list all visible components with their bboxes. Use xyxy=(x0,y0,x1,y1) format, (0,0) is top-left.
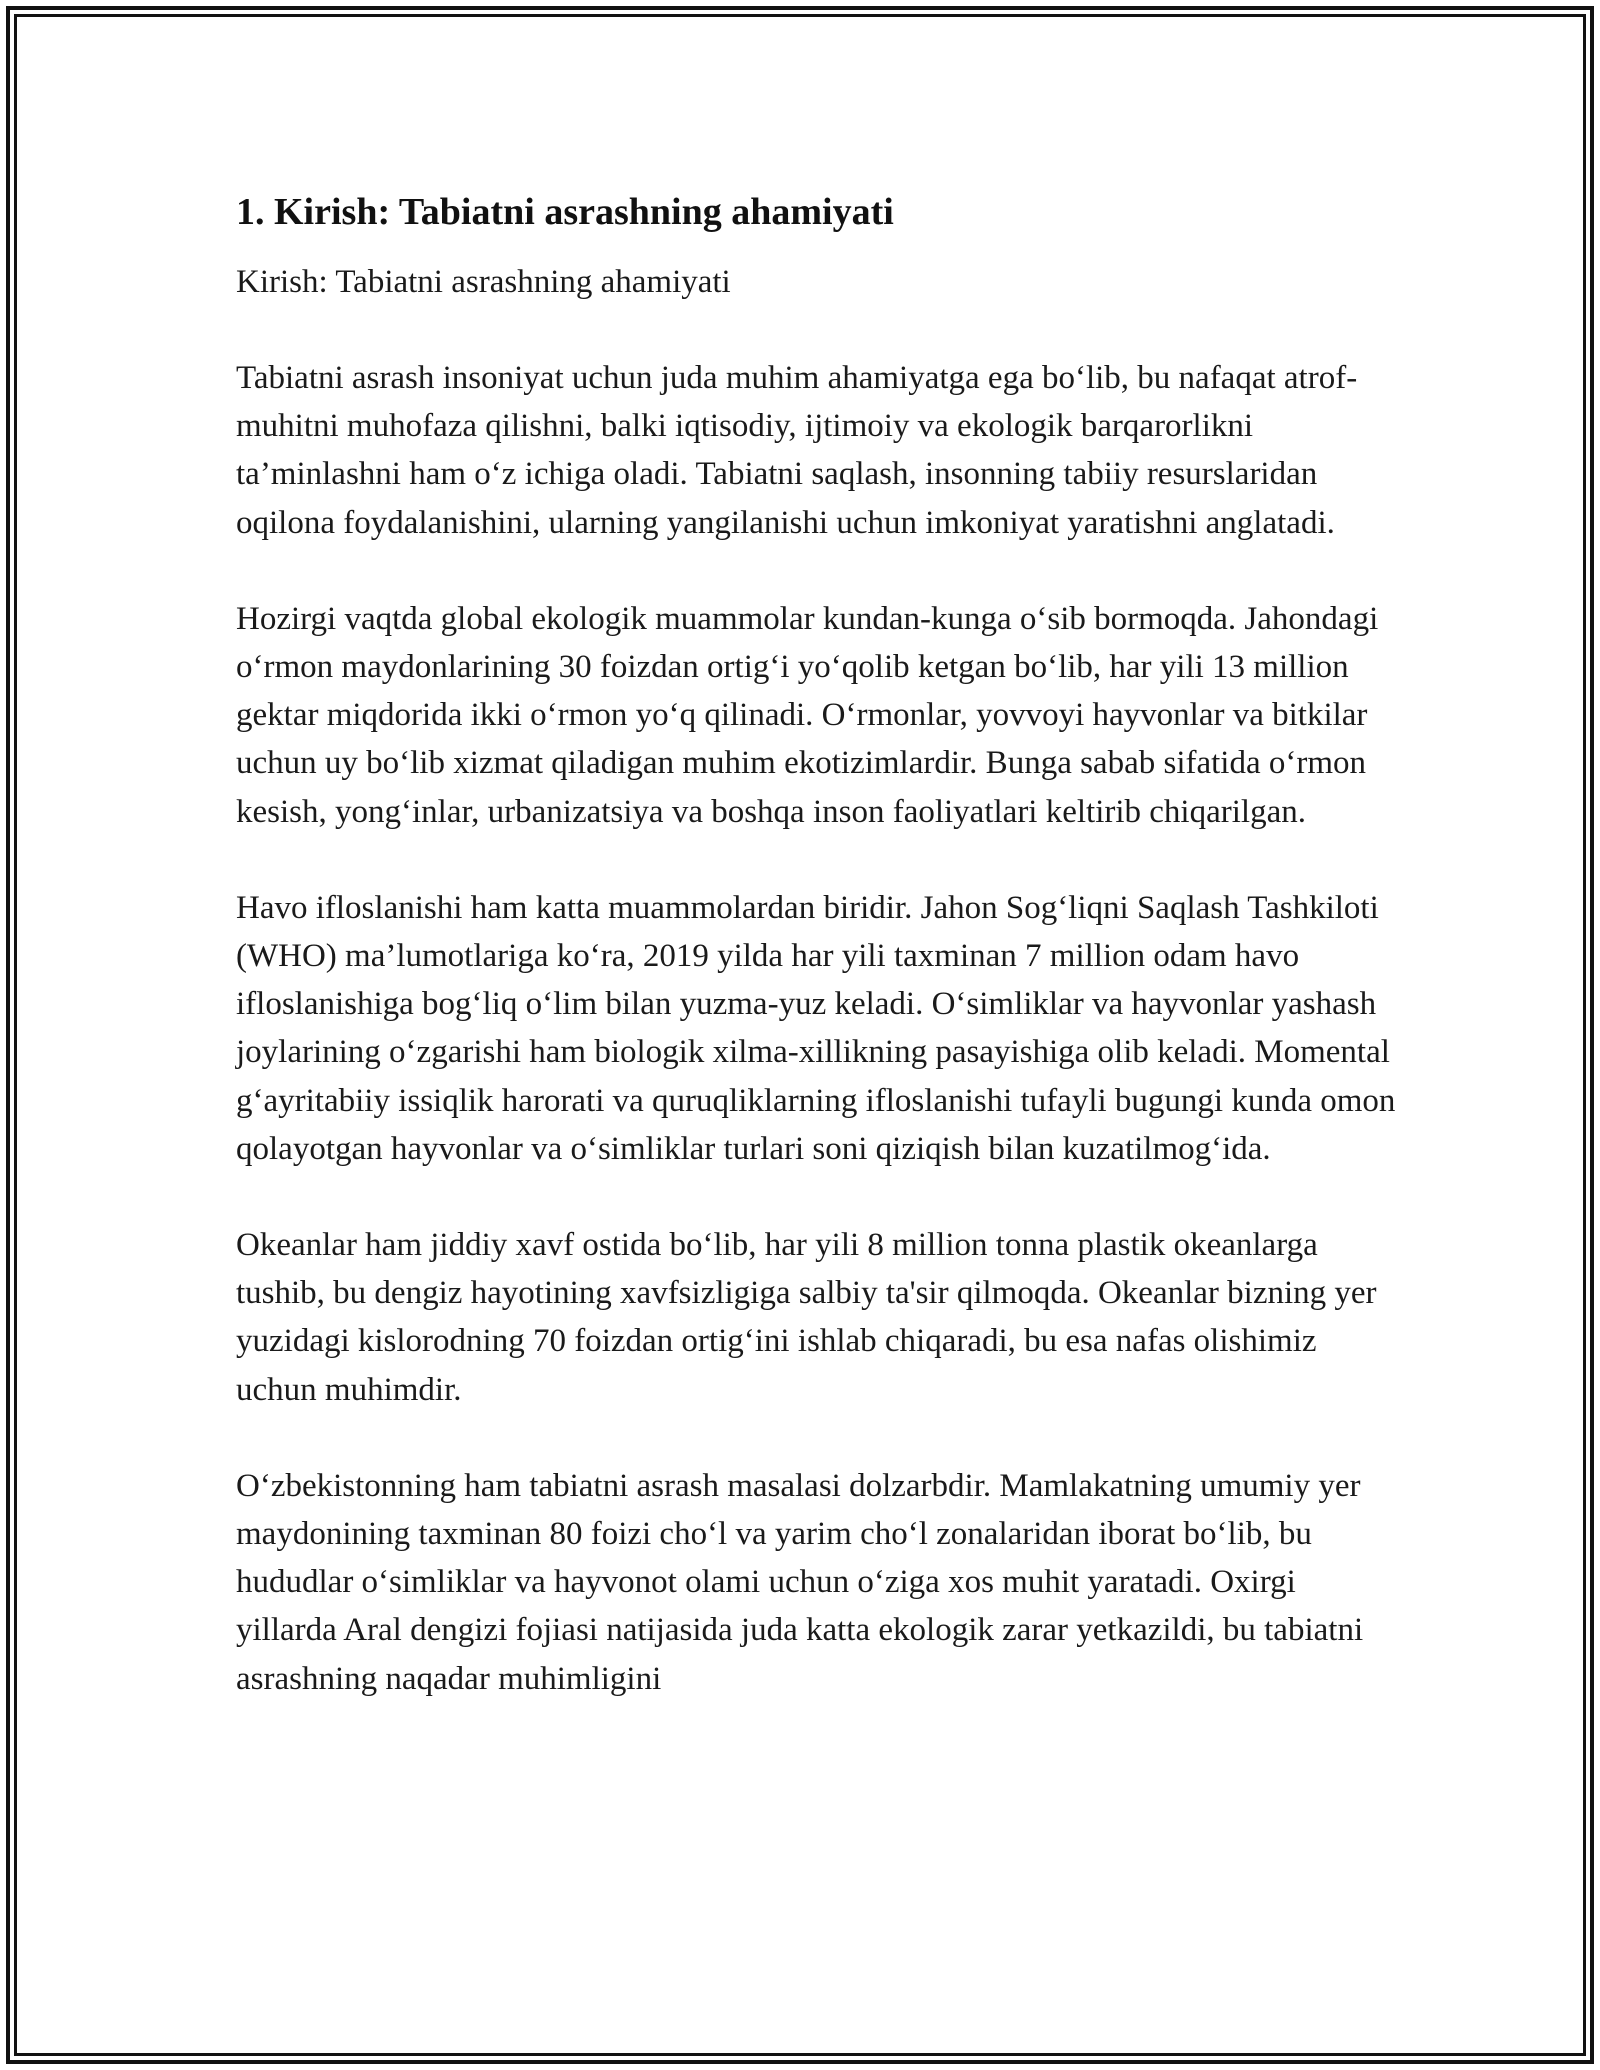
section-subtitle: Kirish: Tabiatni asrashning ahamiyati xyxy=(236,264,731,300)
paragraph-oceans: Okeanlar ham jiddiy xavf ostida bo‘lib, har yili 8 million tonna plastik okeanlarga tushib, bu dengiz hayotining xavfsizligiga salbiy ta'sir qilmoqda. Okeanlar bizning yer yuzidagi kislorodning 70 foizdan ortig‘ini ishlab chiqaradi, bu esa nafas olishimiz uchun muhimdir. xyxy=(236,1227,1377,1408)
paragraph-uzbekistan: O‘zbekistonning ham tabiatni asrash masalasi dolzarbdir. Mamlakatning umumiy yer maydonining taxminan 80 foizi cho‘l va yarim cho‘l zonalaridan iborat bo‘lib, bu hududlar o‘simliklar va hayvonot olami uchun o‘ziga xos muhit yaratadi. Oxirgi yillarda Aral dengizi fojiasi natijasida juda katta ekologik zarar yetkazildi, bu tabiatni asrashning naqadar muhimligini xyxy=(236,1467,1364,1697)
section-heading: 1. Kirish: Tabiatni asrashning ahamiyati xyxy=(236,191,894,233)
paragraph-air-pollution: Havo ifloslanishi ham katta muammolardan biridir. Jahon Sog‘liqni Saqlash Tashkiloti (WHO) ma’lumotlariga ko‘ra, 2019 yilda har yili taxminan 7 million odam havo ifloslanishiga bog‘liq o‘lim bilan yuzma-yuz keladi. O‘simliklar va hayvonlar yashash joylarining o‘zgarishi ham biologik xilma-xillikning pasayishiga olib keladi. Momental g‘ayritabiiy issiqlik harorati va quruqliklarning ifloslanishi tufayli bugungi kunda omon qolayotgan hayvonlar va o‘simliklar turlari soni qiziqish bilan kuzatilmog‘ida. xyxy=(236,889,1396,1167)
paragraph-intro: Tabiatni asrash insoniyat uchun juda muhim ahamiyatga ega bo‘lib, bu nafaqat atrof-muhitni muhofaza qilishni, balki iqtisodiy, ijtimoiy va ekologik barqarorlikni ta’minlashni ham o‘z ichiga oladi. Tabiatni saqlash, insonning tabiiy resurslaridan oqilona foydalanishini, ularning yangilanishi uchun imkoniyat yaratishni anglatadi. xyxy=(236,360,1358,541)
paragraph-global-problems: Hozirgi vaqtda global ekologik muammolar kundan-kunga o‘sib bormoqda. Jahondagi o‘rmon maydonlarining 30 foizdan ortig‘i yo‘qolib ketgan bo‘lib, har yili 13 million gektar miqdorida ikki o‘rmon yo‘q qilinadi. O‘rmonlar, yovvoyi hayvonlar va bitkilar uchun uy bo‘lib xizmat qiladigan muhim ekotizimlardir. Bunga sabab sifatida o‘rmon kesish, yong‘inlar, urbanizatsiya va boshqa inson faoliyatlari keltirib chiqarilgan. xyxy=(236,600,1379,830)
document-body xyxy=(236,186,1396,1751)
